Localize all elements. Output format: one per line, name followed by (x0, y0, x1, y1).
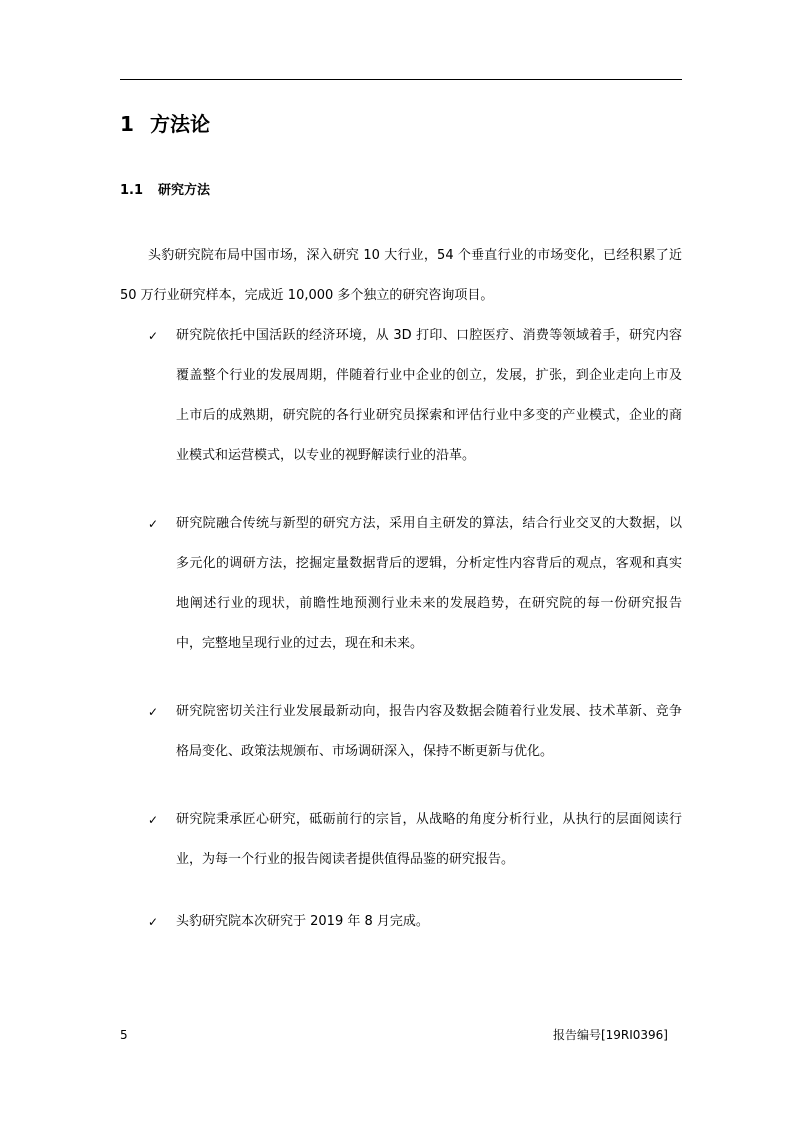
checkmark-icon: ✓ (148, 517, 159, 531)
checkmark-icon: ✓ (148, 813, 159, 827)
section-number: 1 (120, 112, 134, 136)
checkmark-icon: ✓ (148, 329, 159, 343)
bullet-item (148, 902, 682, 942)
bullet-text: 头豹研究院本次研究于 2019 年 8 月完成。 (176, 914, 429, 929)
bullet-text: 研究院密切关注行业发展最新动向，报告内容及数据会随着行业发展、技术革新、竞争格局变化、政策法规颁布、市场调研深入，保持不断更新与优化。 (176, 704, 682, 759)
bullet-text: 研究院依托中国活跃的经济环境，从 3D 打印、口腔医疗、消费等领域着手，研究内容覆盖整个行业的发展周期，伴随着行业中企业的创立，发展，扩张，到企业走向上市及上市后的成熟期，研究院的各行业研究员探索和评估行业中多变的产业模式，企业的商业模式和运营模式，以专业的视野解读行业的沿革。 (176, 328, 682, 463)
bullet-item (148, 504, 682, 664)
checkmark-icon: ✓ (148, 915, 159, 929)
bullet-item (148, 316, 682, 476)
page-number: 5 (120, 1028, 128, 1042)
bullet-item (148, 800, 682, 880)
report-id: 报告编号[19RI0396] (552, 1028, 668, 1042)
checkmark-icon: ✓ (148, 705, 159, 719)
subsection-title: 研究方法 (158, 183, 211, 198)
subsection-number: 1.1 (120, 183, 144, 198)
section-title: 方法论 (150, 112, 210, 136)
section-heading (120, 110, 210, 138)
subsection-heading (120, 181, 210, 201)
bullet-item (148, 692, 682, 772)
intro-paragraph: 头豹研究院布局中国市场，深入研究 10 大行业，54 个垂直行业的市场变化，已经积累了近 50 万行业研究样本，完成近 10,000 多个独立的研究咨询项目。 (120, 248, 682, 303)
bullet-text: 研究院秉承匠心研究，砥砺前行的宗旨，从战略的角度分析行业，从执行的层面阅读行业，为每一个行业的报告阅读者提供值得品鉴的研究报告。 (176, 812, 682, 867)
bullet-text: 研究院融合传统与新型的研究方法，采用自主研发的算法，结合行业交叉的大数据，以多元化的调研方法，挖掘定量数据背后的逻辑，分析定性内容背后的观点，客观和真实地阐述行业的现状，前瞻性地预测行业未来的发展趋势，在研究院的每一份研究报告中，完整地呈现行业的过去，现在和未来。 (176, 516, 682, 651)
header-rule (120, 79, 682, 80)
